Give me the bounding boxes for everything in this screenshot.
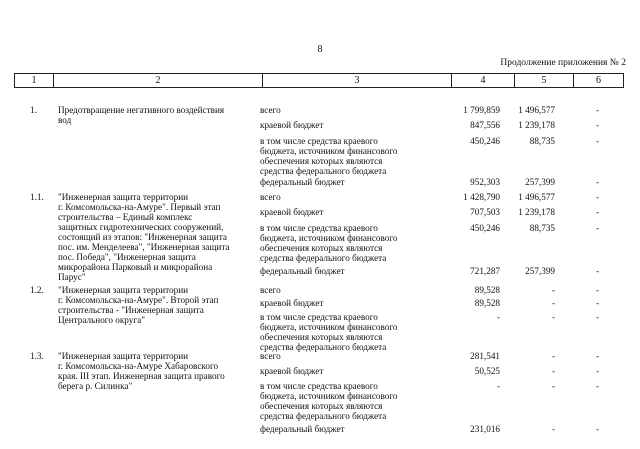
budget-label: краевой бюджет: [260, 366, 324, 376]
value-col6: -: [595, 223, 599, 233]
budget-label: краевой бюджет: [260, 207, 324, 217]
column-header: 3: [263, 74, 452, 88]
value-col5: 88,735: [529, 136, 555, 146]
budget-label: всего: [260, 351, 281, 361]
budget-label-line: средства федерального бюджета: [260, 411, 387, 421]
value-col6: -: [595, 366, 599, 376]
row-number: 1.3.: [30, 351, 44, 361]
budget-label: всего: [260, 192, 281, 202]
budget-label-line: в том числе средства краевого: [260, 312, 378, 322]
row-title-line: состоящий из этапов: "Инженерная защита: [58, 232, 227, 242]
budget-label-line: в том числе средства краевого: [260, 136, 378, 146]
row-title-line: микрорайона Парковый и микрорайона: [58, 262, 213, 272]
column-header: 1: [15, 74, 54, 88]
column-header: 5: [515, 74, 574, 88]
budget-label-line: в том числе средства краевого: [260, 381, 378, 391]
value-col4: 721,287: [470, 266, 500, 276]
budget-label-line: в том числе средства краевого: [260, 223, 378, 233]
row-title-line: строительства - "Инженерная защита: [58, 305, 204, 315]
row-title-line: "Инженерная защита территории: [58, 351, 189, 361]
budget-label-line: обеспечения которых являются: [260, 243, 383, 253]
value-col4: 231,016: [470, 424, 500, 434]
value-col4: 707,503: [470, 207, 500, 217]
value-col4: 89,528: [474, 285, 500, 295]
value-col5: 1 496,577: [518, 192, 555, 202]
budget-label: краевой бюджет: [260, 298, 324, 308]
budget-label: федеральный бюджет: [260, 266, 345, 276]
row-title-line: вод: [58, 115, 72, 125]
budget-label-line: средства федерального бюджета: [260, 166, 387, 176]
row-title-line: пос. им. Менделеева", "Инженерная защита: [58, 242, 230, 252]
row-title-line: г. Комсомольска-на-Амуре Хабаровского: [58, 361, 219, 371]
budget-label-line: обеспечения которых являются: [260, 401, 383, 411]
row-number: 1.: [30, 105, 37, 115]
budget-label: федеральный бюджет: [260, 177, 345, 187]
budget-label-line: обеспечения которых являются: [260, 156, 383, 166]
row-title-line: "Инженерная защита территории: [58, 285, 189, 295]
row-title-line: берега р. Силинка": [58, 381, 133, 391]
budget-label: всего: [260, 285, 281, 295]
value-col6: -: [595, 207, 599, 217]
value-col6: -: [595, 266, 599, 276]
row-title-line: г. Комсомольска-на-Амуре". Второй этап: [58, 295, 219, 305]
value-col6: -: [595, 285, 599, 295]
value-col4: -: [496, 312, 500, 322]
budget-label: краевой бюджет: [260, 120, 324, 130]
value-col4: 89,528: [474, 298, 500, 308]
row-title-line: защитных гидротехнических сооружений,: [58, 222, 224, 232]
value-col6: -: [595, 136, 599, 146]
row-title-line: "Инженерная защита территории: [58, 192, 189, 202]
column-header: 2: [54, 74, 263, 88]
value-col6: -: [595, 312, 599, 322]
column-header: 6: [574, 74, 624, 88]
row-title-line: края. III этап. Инженерная защита правого: [58, 371, 225, 381]
value-col5: -: [551, 298, 555, 308]
budget-label-line: бюджета, источником финансового: [260, 146, 398, 156]
value-col6: -: [595, 120, 599, 130]
budget-label-line: бюджета, источником финансового: [260, 233, 398, 243]
value-col6: -: [595, 298, 599, 308]
value-col6: -: [595, 351, 599, 361]
page-number: 8: [317, 44, 323, 55]
value-col6: -: [595, 177, 599, 187]
value-col5: -: [551, 285, 555, 295]
column-header: 4: [452, 74, 515, 88]
value-col6: -: [595, 381, 599, 391]
row-title-line: Предотвращение негативного воздействия: [58, 105, 225, 115]
value-col5: -: [551, 312, 555, 322]
budget-label-line: средства федерального бюджета: [260, 253, 387, 263]
value-col5: 257,399: [525, 266, 555, 276]
value-col4: 1 799,859: [463, 105, 500, 115]
value-col4: -: [496, 381, 500, 391]
value-col5: 257,399: [525, 177, 555, 187]
value-col6: -: [595, 105, 599, 115]
budget-label: всего: [260, 105, 281, 115]
budget-label-line: обеспечения которых являются: [260, 332, 383, 342]
value-col5: 1 239,178: [518, 207, 555, 217]
budget-label-line: бюджета, источником финансового: [260, 391, 398, 401]
column-header-row: [14, 73, 624, 88]
value-col5: 88,735: [529, 223, 555, 233]
row-title-line: пос. Победа", "Инженерная защита: [58, 252, 196, 262]
value-col4: 281,541: [470, 351, 500, 361]
budget-label-line: средства федерального бюджета: [260, 342, 387, 352]
value-col4: 50,525: [474, 366, 500, 376]
value-col5: -: [551, 366, 555, 376]
value-col5: 1 239,178: [518, 120, 555, 130]
row-title-line: Центрального округа": [58, 315, 145, 325]
value-col4: 450,246: [470, 136, 500, 146]
row-number: 1.2.: [30, 285, 44, 295]
row-number: 1.1.: [30, 192, 44, 202]
row-title-line: Парус": [58, 272, 86, 282]
value-col6: -: [595, 424, 599, 434]
budget-label: федеральный бюджет: [260, 424, 345, 434]
value-col4: 450,246: [470, 223, 500, 233]
value-col5: -: [551, 424, 555, 434]
value-col6: -: [595, 192, 599, 202]
value-col5: -: [551, 351, 555, 361]
budget-label-line: бюджета, источником финансового: [260, 322, 398, 332]
value-col5: 1 496,577: [518, 105, 555, 115]
value-col4: 1 428,790: [463, 192, 500, 202]
row-title-line: г. Комсомольска-на-Амуре". Первый этап: [58, 202, 221, 212]
value-col4: 847,556: [470, 120, 500, 130]
value-col5: -: [551, 381, 555, 391]
row-title-line: строительства – Единый комплекс: [58, 212, 193, 222]
continuation-note: Продолжение приложения № 2: [500, 58, 626, 68]
value-col4: 952,303: [470, 177, 500, 187]
